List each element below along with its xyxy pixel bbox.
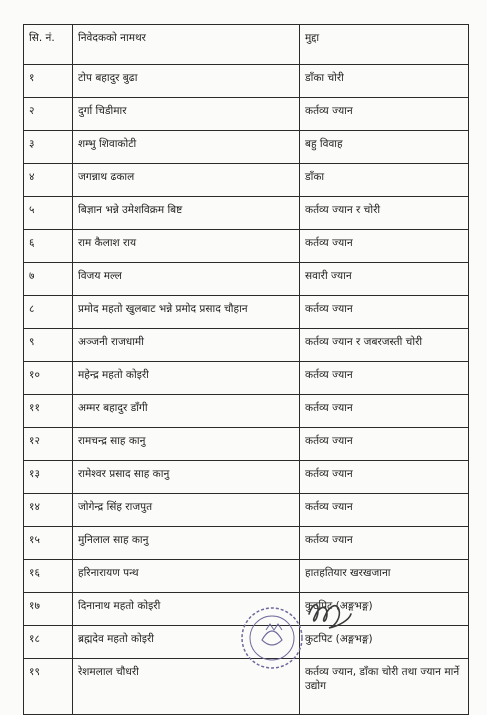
serial-number-cell: १७ [24, 593, 73, 626]
serial-number-cell: १२ [24, 428, 73, 461]
serial-number-cell: ११ [24, 395, 73, 428]
table-row [24, 362, 469, 395]
applicant-name-cell: अञ्जनी राजधामी [73, 329, 300, 362]
table-row [24, 395, 469, 428]
serial-number-cell: ३ [24, 131, 73, 164]
table-row [24, 263, 469, 296]
case-cell: डाँका [300, 164, 469, 197]
serial-number-cell: १८ [24, 626, 73, 659]
table-row [24, 164, 469, 197]
table-row [24, 230, 469, 263]
table-row [24, 428, 469, 461]
case-cell: कुटपिट (अङ्गभङ्ग) [300, 626, 469, 659]
case-cell: कर्तव्य ज्यान, डाँका चोरी तथा ज्यान मार्ने उद्योग [300, 659, 469, 715]
applicant-name-cell: ब्रह्मदेव महतो कोइरी [73, 626, 300, 659]
applicant-name-cell: बिज्ञान भन्ने उमेशविक्रम बिष्ट [73, 197, 300, 230]
table-row [24, 197, 469, 230]
serial-number-cell: १५ [24, 527, 73, 560]
applicant-name-cell: हरिनारायण पन्थ [73, 560, 300, 593]
serial-number-cell: १ [24, 65, 73, 98]
serial-number-cell: ४ [24, 164, 73, 197]
serial-number-cell: १४ [24, 494, 73, 527]
applicant-name-cell: जगन्नाथ ढकाल [73, 164, 300, 197]
case-cell: कर्तव्य ज्यान [300, 527, 469, 560]
applicant-name-cell: दुर्गा चिडीमार [73, 98, 300, 131]
applicant-name-cell: रामचन्द्र साह कानु [73, 428, 300, 461]
case-cell: कर्तव्य ज्यान [300, 428, 469, 461]
handwritten-signature [305, 592, 355, 632]
table-row [24, 494, 469, 527]
case-cell: कर्तव्य ज्यान र चोरी [300, 197, 469, 230]
case-cell: डाँका चोरी [300, 65, 469, 98]
serial-number-cell: २ [24, 98, 73, 131]
applicant-name-cell: महेन्द्र महतो कोइरी [73, 362, 300, 395]
serial-number-cell: १९ [24, 659, 73, 715]
applicant-name-cell: दिनानाथ महतो कोइरी [73, 593, 300, 626]
case-cell: सवारी ज्यान [300, 263, 469, 296]
case-cell: कुटपिट (अङ्गभङ्ग) [300, 593, 469, 626]
applicant-name-cell: अम्मर बहादुर डाँगी [73, 395, 300, 428]
table-row [24, 296, 469, 329]
header-serial-number: सि. नं. [24, 25, 73, 65]
serial-number-cell: १६ [24, 560, 73, 593]
serial-number-cell: ५ [24, 197, 73, 230]
applicant-name-cell: टोप बहादुर बुढा [73, 65, 300, 98]
header-case: मुद्दा [300, 25, 469, 65]
serial-number-cell: ६ [24, 230, 73, 263]
table-row [24, 461, 469, 494]
table-row [24, 65, 469, 98]
case-cell: कर्तव्य ज्यान [300, 296, 469, 329]
applicant-name-cell: राम कैलाश राय [73, 230, 300, 263]
case-cell: कर्तव्य ज्यान [300, 230, 469, 263]
case-cell: कर्तव्य ज्यान [300, 461, 469, 494]
applicant-name-cell: रेशमलाल चौधरी [73, 659, 300, 715]
applicant-name-cell: शम्भु शिवाकोटी [73, 131, 300, 164]
table-row [24, 131, 469, 164]
serial-number-cell: ७ [24, 263, 73, 296]
case-cell: कर्तव्य ज्यान र जबरजस्ती चोरी [300, 329, 469, 362]
applicant-name-cell: जोगेन्द्र सिंह राजपुत [73, 494, 300, 527]
serial-number-cell: ९ [24, 329, 73, 362]
case-cell: कर्तव्य ज्यान [300, 98, 469, 131]
table-row [24, 98, 469, 131]
header-applicant-name: निवेदकको नामथर [73, 25, 300, 65]
table-row [24, 329, 469, 362]
official-seal [236, 600, 308, 672]
applicant-name-cell: रामेश्वर प्रसाद साह कानु [73, 461, 300, 494]
applicant-name-cell: प्रमोद महतो खुलबाट भन्ने प्रमोद प्रसाद चौहान [73, 296, 300, 329]
serial-number-cell: १० [24, 362, 73, 395]
case-cell: कर्तव्य ज्यान [300, 395, 469, 428]
header-row [24, 25, 469, 65]
case-cell: कर्तव्य ज्यान [300, 362, 469, 395]
table-row [24, 527, 469, 560]
applicant-name-cell: विजय मल्ल [73, 263, 300, 296]
case-cell: हातहतियार खरखजाना [300, 560, 469, 593]
case-cell: बहु विवाह [300, 131, 469, 164]
serial-number-cell: ८ [24, 296, 73, 329]
serial-number-cell: १३ [24, 461, 73, 494]
applicant-name-cell: मुनिलाल साह कानु [73, 527, 300, 560]
table-row [24, 560, 469, 593]
case-cell: कर्तव्य ज्यान [300, 494, 469, 527]
